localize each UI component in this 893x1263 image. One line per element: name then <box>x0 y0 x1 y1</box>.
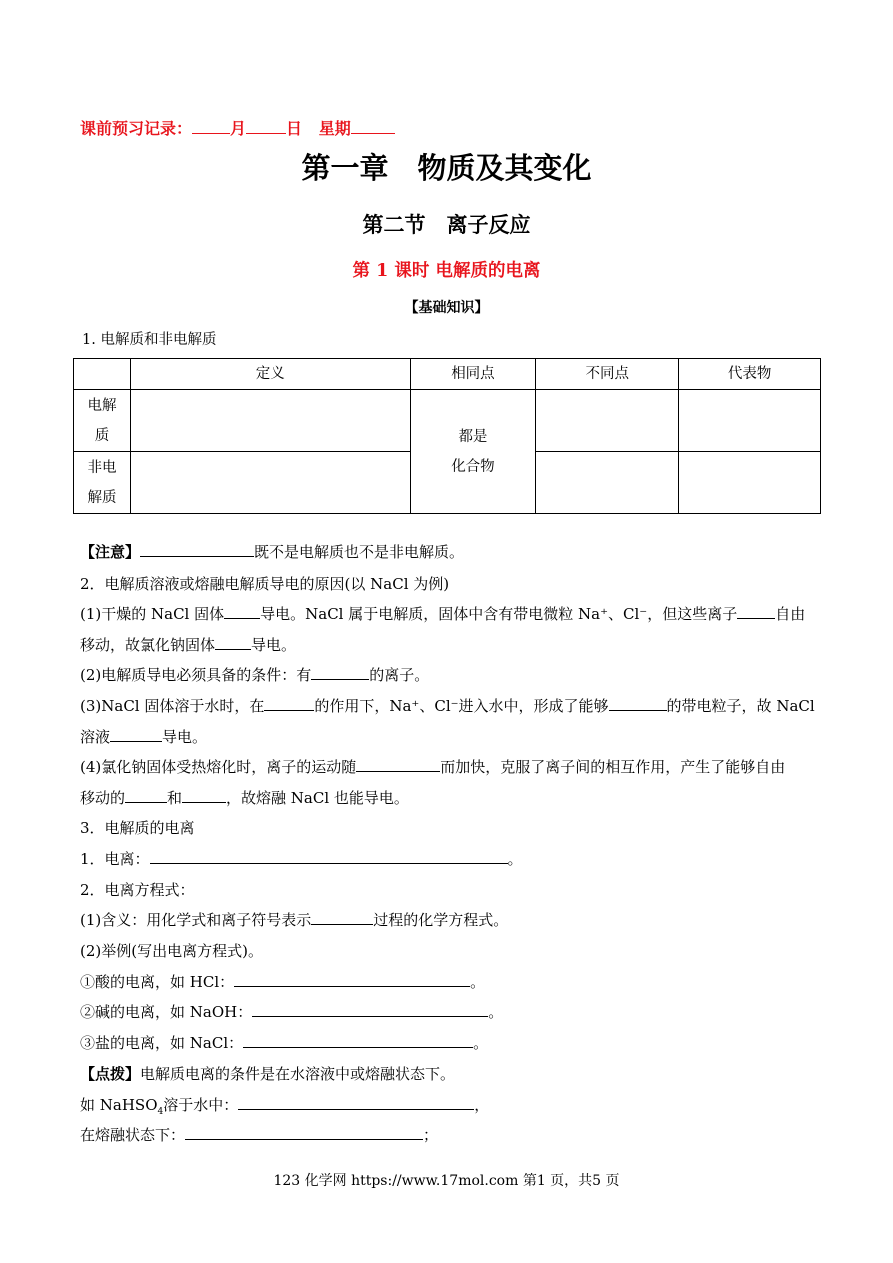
base-blank[interactable] <box>252 1002 488 1017</box>
salt-label: ③盐的电离，如 NaCl： <box>80 1034 244 1052</box>
base-label: ②碱的电离，如 NaOH： <box>80 1003 253 1021</box>
salt-line <box>80 1032 488 1053</box>
meaning-text: (1)含义：用化学式和离子符号表示 <box>80 911 312 929</box>
chapter-title: 第一章 物质及其变化 <box>301 151 592 185</box>
tip-tag: 【点拨】 <box>80 1065 141 1083</box>
q3-blank-2[interactable] <box>609 696 667 711</box>
electrolyte-table <box>73 358 821 514</box>
table-row <box>74 390 821 452</box>
acid-blank[interactable] <box>234 972 470 987</box>
definition-cell[interactable] <box>130 452 410 514</box>
q3-line-a <box>80 695 815 716</box>
nahso4-subscript: 4 <box>157 1107 164 1117</box>
molten-semicolon: ； <box>423 1126 439 1144</box>
record-label: 课前预习记录： <box>80 119 193 138</box>
lesson-title: 第 1 课时 电解质的电离 <box>352 261 541 281</box>
acid-end: 。 <box>470 973 486 991</box>
basics-heading: 【基础知识】 <box>404 300 489 316</box>
q1b-text: 移动，故氯化钠固体 <box>80 636 216 654</box>
q1a-text: (1)干燥的 NaCl 固体 <box>80 605 225 623</box>
q1-blank-1[interactable] <box>224 604 260 619</box>
representative-cell[interactable] <box>679 452 821 514</box>
q3b-text: 溶液 <box>80 728 111 746</box>
weekday-blank[interactable] <box>351 119 395 134</box>
nahso4-water-blank[interactable] <box>238 1095 474 1110</box>
q4b-text: 移动的 <box>80 789 126 807</box>
definition-cell[interactable] <box>130 390 410 452</box>
q4a-text: 而加快，克服了离子间的相互作用，产生了能够自由 <box>440 758 786 776</box>
q3a-text: 的作用下，Na⁺、Cl⁻进入水中，形成了能够 <box>314 697 609 715</box>
part2-heading: 2．电解质溶液或熔融电解质导电的原因(以 NaCl 为例) <box>80 575 450 593</box>
q4-blank-1[interactable] <box>356 757 440 772</box>
q2-text: 的离子。 <box>369 666 430 684</box>
representative-cell[interactable] <box>679 390 821 452</box>
meaning-text: 过程的化学方程式。 <box>373 911 509 929</box>
page-footer: 123 化学网 https://www.17mol.com 第1 页，共5 页 <box>273 1173 620 1189</box>
q1a-text: 导电。NaCl 属于电解质，固体中含有带电微粒 Na⁺、Cl⁻，但这些离子 <box>260 605 738 623</box>
weekday-label: 星期 <box>318 119 351 138</box>
acid-label: ①酸的电离，如 HCl： <box>80 973 235 991</box>
difference-cell[interactable] <box>536 452 679 514</box>
q1-blank-3[interactable] <box>215 635 251 650</box>
q3a-text: (3)NaCl 固体溶于水时，在 <box>80 697 265 715</box>
salt-end: 。 <box>473 1034 489 1052</box>
acid-line <box>80 971 485 992</box>
ionization-label: 1．电离： <box>80 850 150 868</box>
tip-line <box>80 1063 455 1084</box>
base-line <box>80 1001 503 1022</box>
q1a-text: 自由 <box>775 605 806 623</box>
row-label-line: 质 <box>94 427 110 444</box>
part3-heading: 3．电解质的电离 <box>80 819 195 837</box>
ionization-blank[interactable] <box>150 849 508 864</box>
row-label-nonelectrolyte <box>74 452 131 514</box>
table-header-cell: 定义 <box>130 359 410 390</box>
salt-blank[interactable] <box>243 1033 473 1048</box>
note-tag: 【注意】 <box>80 543 141 561</box>
row-label-electrolyte <box>74 390 131 452</box>
common-line: 化合物 <box>451 458 495 475</box>
difference-cell[interactable] <box>536 390 679 452</box>
q4a-text: (4)氯化钠固体受热熔化时，离子的运动随 <box>80 758 357 776</box>
nahso4-text: 如 NaHSO <box>80 1096 158 1114</box>
q1-line-a <box>80 603 805 624</box>
row-label-line: 解质 <box>87 489 117 506</box>
q1-line-b <box>80 634 296 655</box>
preview-record <box>80 116 395 139</box>
q2-line <box>80 664 429 685</box>
nahso4-comma: ， <box>474 1096 490 1114</box>
q1-blank-2[interactable] <box>737 604 775 619</box>
note-line <box>80 541 464 562</box>
note-text: 既不是电解质也不是非电解质。 <box>254 543 465 561</box>
month-label: 月 <box>230 119 247 138</box>
table-header-row <box>74 359 821 390</box>
day-label: 日 <box>286 119 303 138</box>
common-line: 都是 <box>458 428 488 445</box>
day-blank[interactable] <box>246 119 286 134</box>
common-point-cell <box>410 390 536 514</box>
q2-text: (2)电解质导电必须具备的条件：有 <box>80 666 312 684</box>
q3a-text: 的带电粒子，故 NaCl <box>666 697 815 715</box>
section-title: 第二节 离子反应 <box>362 212 531 237</box>
q3b-text: 导电。 <box>162 728 208 746</box>
table-header-cell: 代表物 <box>679 359 821 390</box>
note-blank[interactable] <box>140 542 254 557</box>
nahso4-molten-blank[interactable] <box>185 1125 423 1140</box>
meaning-blank[interactable] <box>311 910 373 925</box>
base-end: 。 <box>488 1003 504 1021</box>
part1-heading: 1. 电解质和非电解质 <box>82 332 217 348</box>
q4-line-b <box>80 787 409 808</box>
q1b-text: 导电。 <box>251 636 297 654</box>
tip-text: 电解质电离的条件是在水溶液中或熔融状态下。 <box>140 1065 456 1083</box>
q4b-text: 和 <box>167 789 183 807</box>
ionization-end: 。 <box>507 850 523 868</box>
nahso4-water-line <box>80 1094 489 1117</box>
row-label-line: 非电 <box>87 459 117 476</box>
q4-blank-3[interactable] <box>182 788 226 803</box>
table-header-cell: 相同点 <box>410 359 536 390</box>
example-line: (2)举例(写出电离方程式)。 <box>80 942 263 960</box>
table-header-cell: 不同点 <box>536 359 679 390</box>
molten-label: 在熔融状态下： <box>80 1126 186 1144</box>
q4-blank-2[interactable] <box>125 788 167 803</box>
q4-line-a <box>80 756 785 777</box>
month-blank[interactable] <box>192 119 230 134</box>
nahso4-text: 溶于水中： <box>163 1096 239 1114</box>
row-label-line: 电解 <box>87 397 117 414</box>
q3-blank-1[interactable] <box>264 696 314 711</box>
q4b-text: ，故熔融 NaCl 也能导电。 <box>226 789 409 807</box>
q2-blank[interactable] <box>311 665 369 680</box>
q3-line-b <box>80 726 207 747</box>
ionization-line <box>80 848 523 869</box>
meaning-line <box>80 909 508 930</box>
q3-blank-3[interactable] <box>110 727 162 742</box>
table-header-cell <box>74 359 131 390</box>
nahso4-molten-line <box>80 1124 438 1145</box>
equation-heading: 2．电离方程式： <box>80 881 195 899</box>
